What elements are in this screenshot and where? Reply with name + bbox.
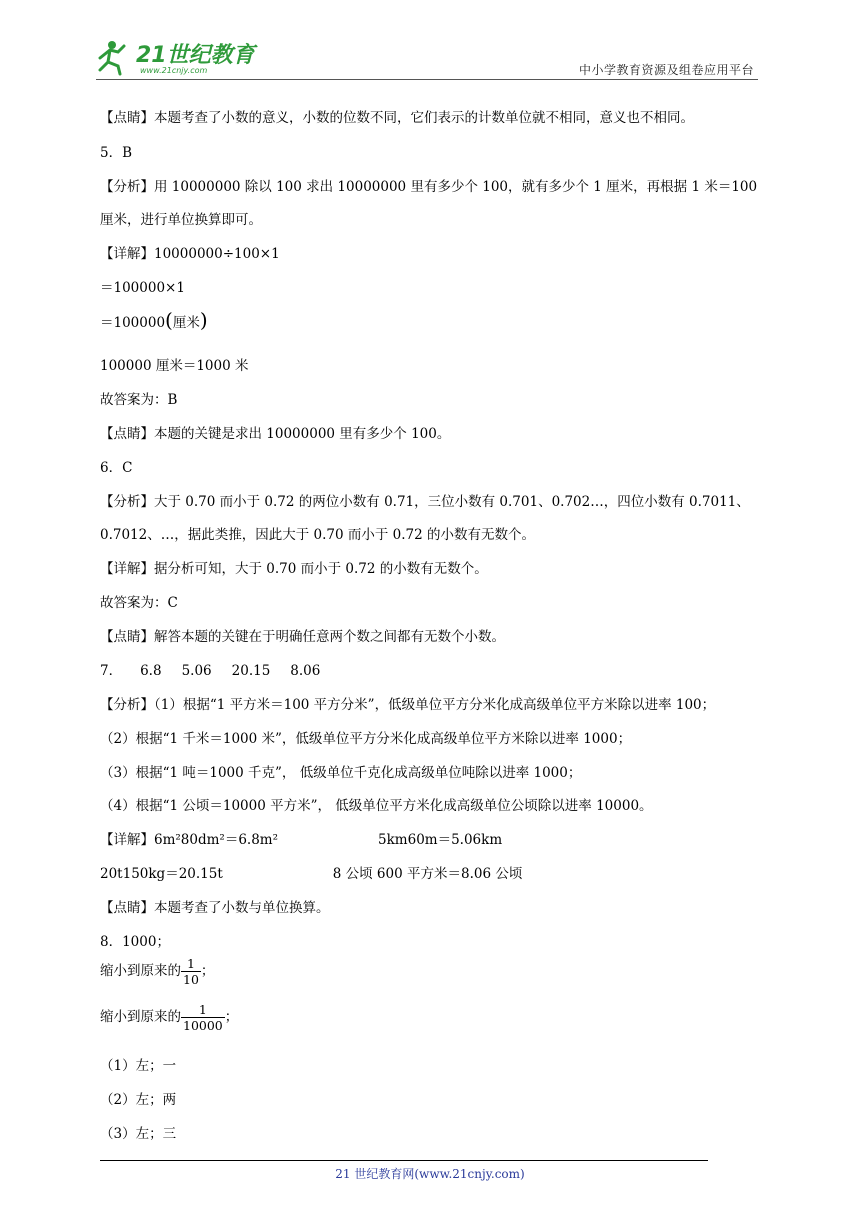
text-line: 【详解】据分析可知，大于 0.70 而小于 0.72 的小数有无数个。 bbox=[100, 561, 488, 577]
answer-value: 20.15 bbox=[231, 663, 271, 679]
runner-logo-icon bbox=[96, 36, 266, 76]
question-7-answers bbox=[100, 659, 320, 679]
question-number: 6．C bbox=[100, 460, 133, 476]
text-prefix: 缩小到原来的 bbox=[100, 963, 181, 979]
text-line: 【点睛】解答本题的关键在于明确任意两个数之间都有无数个小数。 bbox=[100, 629, 505, 645]
close-paren: ) bbox=[199, 308, 208, 332]
text-line: 【点睛】本题的关键是求出 10000000 里有多少个 100。 bbox=[100, 426, 451, 442]
answer-value: 6.8 bbox=[140, 663, 162, 679]
text-line: 【详解】10000000÷100×1 bbox=[100, 246, 280, 262]
text-line bbox=[100, 828, 502, 848]
text-line: 【点睛】本题考查了小数的意义，小数的位数不同，它们表示的计数单位就不相同，意义也不相同。 bbox=[100, 110, 694, 126]
svg-text:www.21cnjy.com: www.21cnjy.com bbox=[140, 66, 208, 75]
text-line: （2）根据“1 千米＝1000 米”，低级单位平方分米化成高级单位平方米除以进率 1000； bbox=[100, 731, 632, 747]
footer-divider bbox=[100, 1160, 708, 1161]
text-line: （4）根据“1 公顷＝10000 平方米”， 低级单位平方米化成高级单位公顷除以进率 10000。 bbox=[100, 798, 653, 814]
text-line bbox=[100, 862, 522, 882]
text-line: 【分析】（1）根据“1 平方米＝100 平方分米”，低级单位平方分米化成高级单位平方米除以进率 100； bbox=[100, 697, 716, 713]
text-line: （1）左；一 bbox=[100, 1058, 177, 1074]
page-footer: 21 世纪教育网(www.21cnjy.com) bbox=[335, 1167, 525, 1181]
conversion-text: 20t150kg＝20.15t bbox=[100, 866, 223, 882]
text-line: 故答案为：C bbox=[100, 595, 178, 611]
fraction-line: 缩小到原来的 $\frac{1}{10000}$ ； bbox=[100, 1002, 239, 1033]
conversion-text: 5km60m＝5.06km bbox=[378, 832, 503, 848]
equation-value: ＝100000 bbox=[100, 315, 166, 331]
fraction: $\frac{1}{10000}$ bbox=[183, 1002, 223, 1033]
question-number: 8．1000； bbox=[100, 934, 170, 950]
text-line: ＝100000×1 bbox=[100, 280, 185, 296]
fraction: $\frac{1}{10}$ bbox=[183, 956, 199, 987]
text-line: 【分析】大于 0.70 而小于 0.72 的两位小数有 0.71，三位小数有 0.701、0.702…，四位小数有 0.7011、 bbox=[100, 494, 750, 510]
text-line: （3）根据“1 吨＝1000 千克”， 低级单位千克化成高级单位吨除以进率 1000； bbox=[100, 765, 582, 781]
text-line: （2）左；两 bbox=[100, 1092, 177, 1108]
answer-value: 8.06 bbox=[290, 663, 321, 679]
fraction-line: 缩小到原来的 $\frac{1}{10}$ ； bbox=[100, 956, 215, 987]
question-number: 5．B bbox=[100, 145, 133, 161]
text-line bbox=[100, 308, 208, 332]
text-line: 故答案为：B bbox=[100, 392, 178, 408]
text-line: 0.7012、…，据此类推，因此大于 0.70 而小于 0.72 的小数有无数个。 bbox=[100, 527, 536, 543]
text-line: 【点睛】本题考查了小数与单位换算。 bbox=[100, 900, 330, 916]
site-logo bbox=[96, 36, 266, 76]
conversion-text: 8 公顷 600 平方米＝8.06 公顷 bbox=[332, 866, 523, 882]
text-line: （3）左；三 bbox=[100, 1126, 177, 1142]
text-line: 【分析】用 10000000 除以 100 求出 10000000 里有多少个 100，就有多少个 1 厘米，再根据 1 米＝100 bbox=[100, 179, 758, 195]
conversion-text: 【详解】6m²80dm²＝6.8m² bbox=[100, 832, 279, 848]
question-number: 7． bbox=[100, 663, 123, 679]
page-header bbox=[96, 36, 758, 80]
platform-name: 中小学教育资源及组卷应用平台 bbox=[578, 63, 754, 77]
text-line: 厘米，进行单位换算即可。 bbox=[100, 212, 262, 228]
open-paren: ( bbox=[165, 308, 173, 332]
unit-text: 厘米 bbox=[172, 315, 200, 331]
text-line: 100000 厘米＝1000 米 bbox=[100, 358, 249, 374]
answer-value: 5.06 bbox=[181, 663, 212, 679]
svg-text:21世纪教育: 21世纪教育 bbox=[136, 43, 255, 68]
text-prefix: 缩小到原来的 bbox=[100, 1009, 181, 1025]
header-divider bbox=[96, 79, 758, 80]
